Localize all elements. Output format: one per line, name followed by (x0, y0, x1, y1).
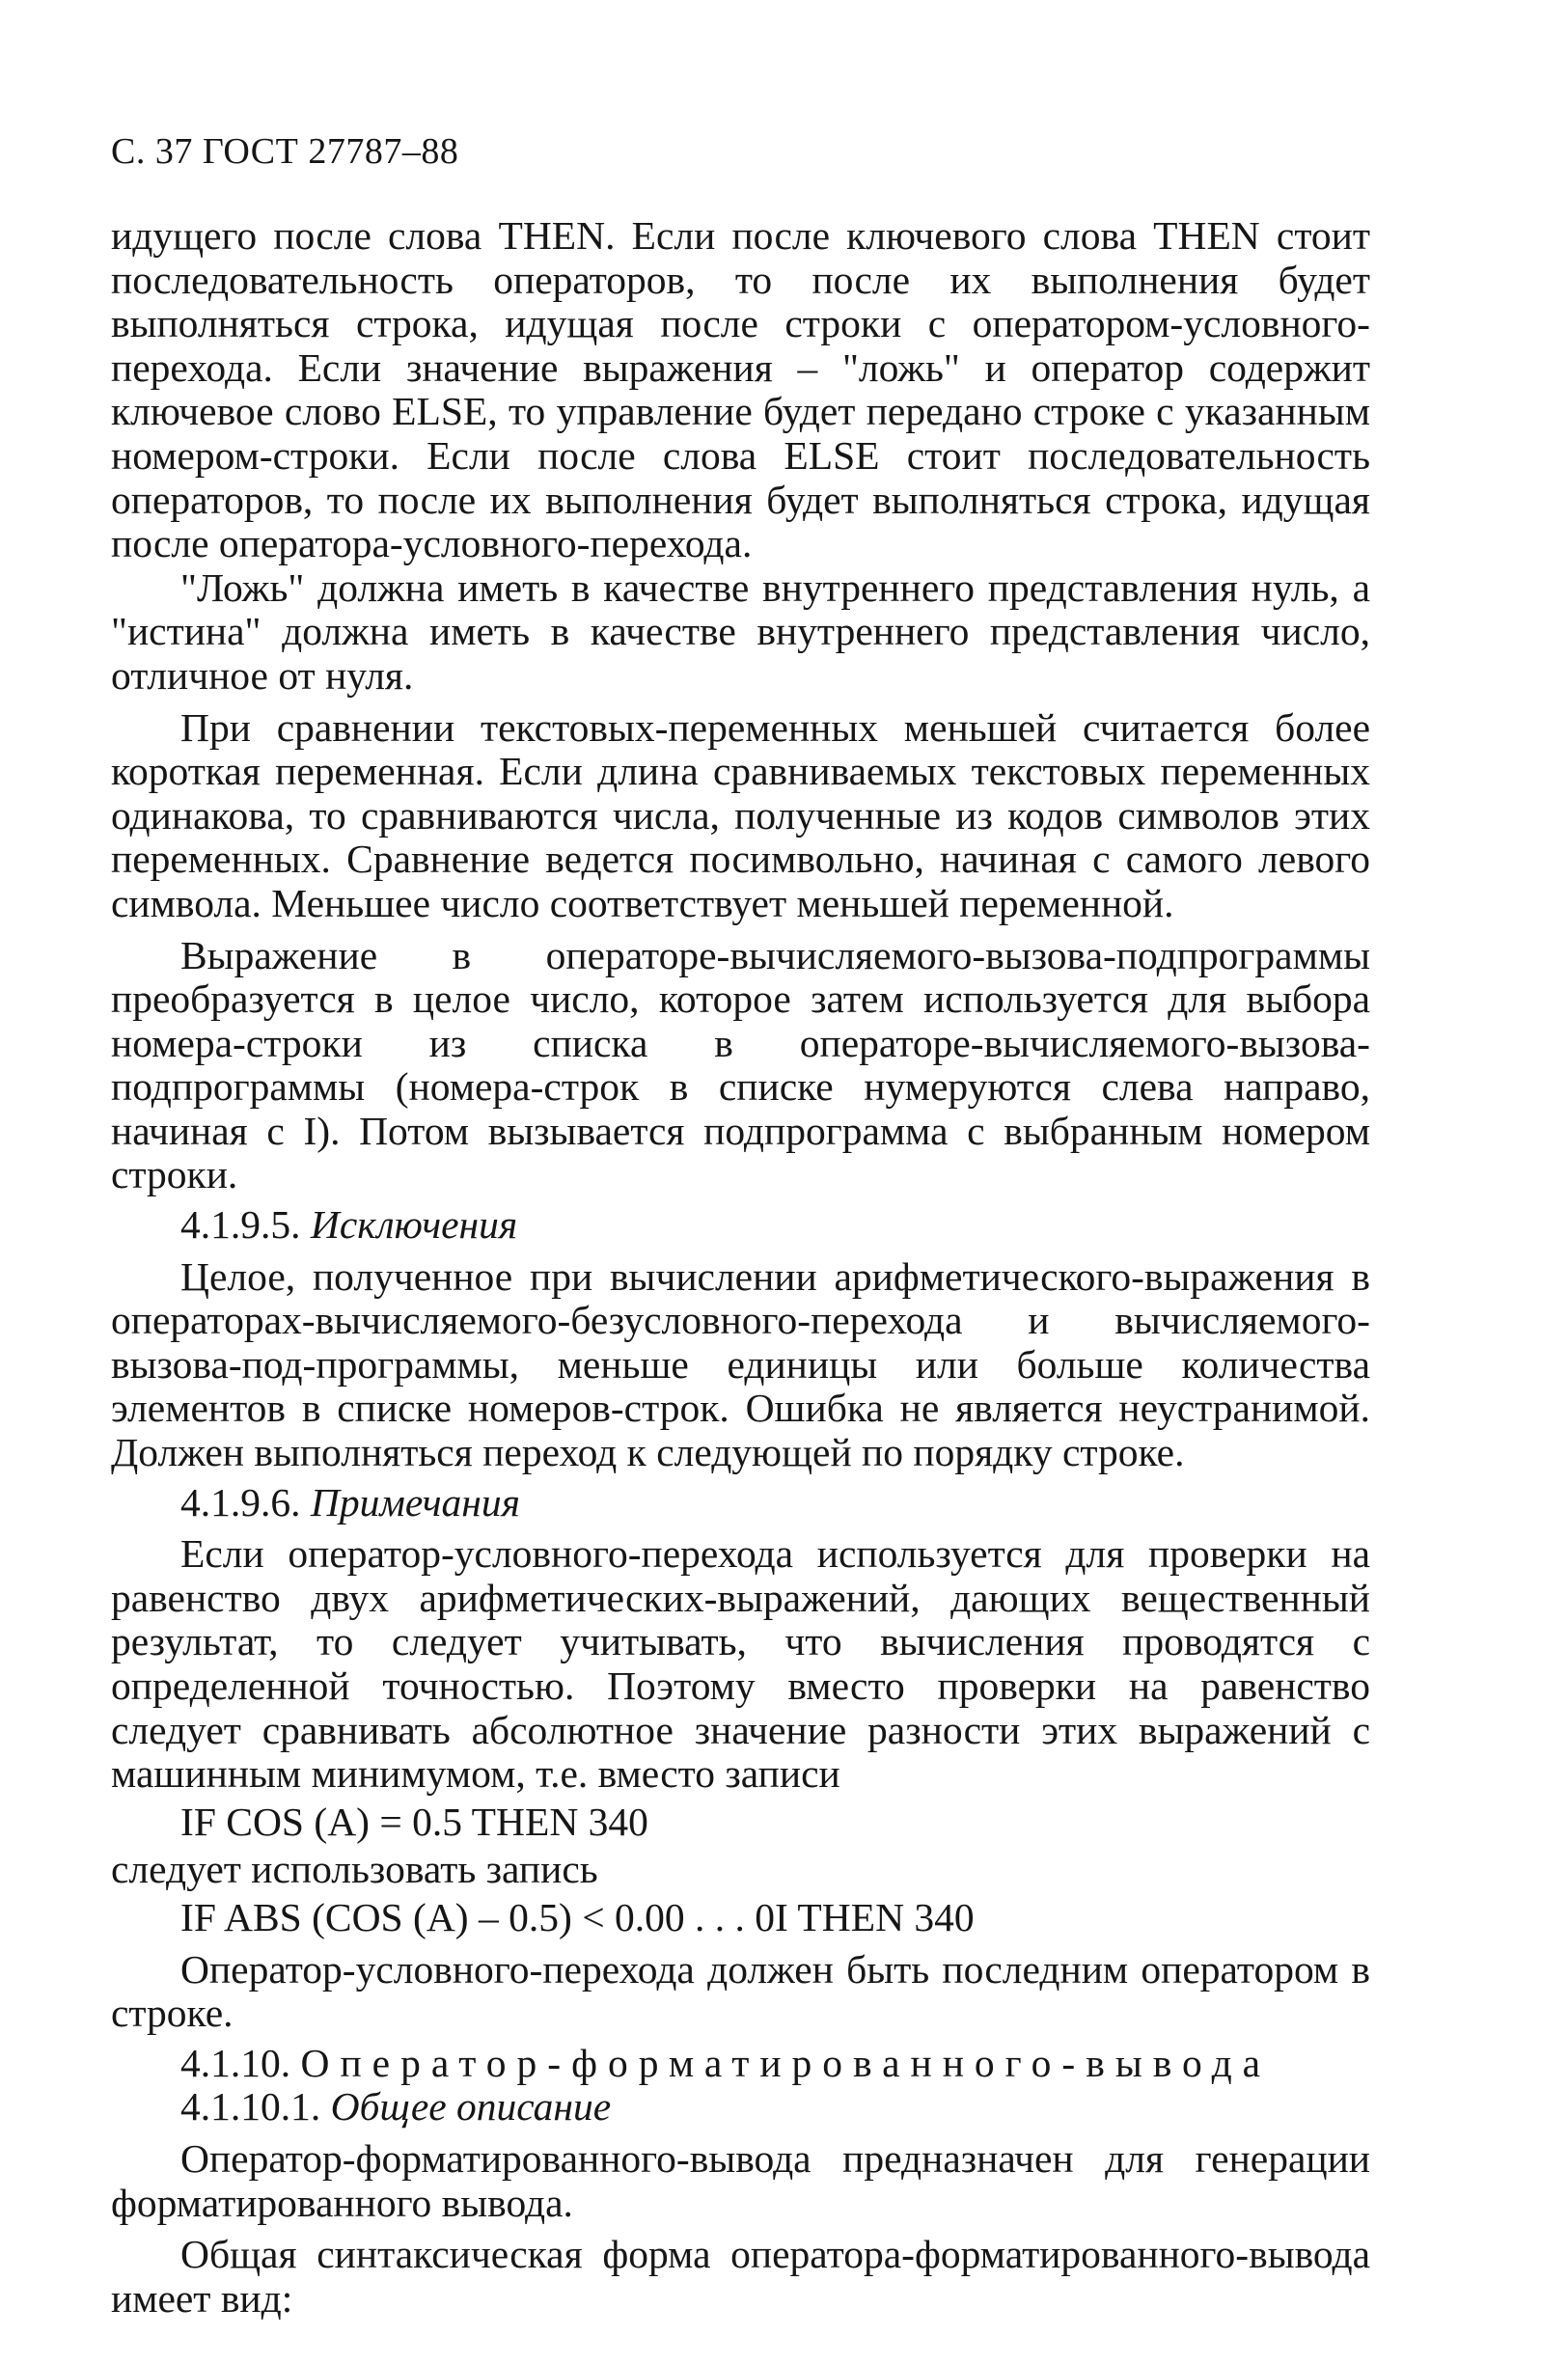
section-heading-notes (111, 1481, 1370, 1526)
paragraph-6: Если оператор-условного-перехода используется для проверки на равенство двух арифметических-выражений, дающих вещественный результат, то следует учитывать, что вычисления проводятся с определенной точностью. Поэтому вместо проверки на равенство следует сравнивать абсолютное значение разности этих выражений с машинным минимумом, т.е. вместо записи (111, 1531, 1370, 1797)
paragraph-5: Целое, полученное при вычислении арифметического-выражения в операторах-вычисляемого-безусловного-перехода и вычисляемого-вызова-под-программы, меньше единицы или больше количества элементов в списке номеров-строк. Ошибка не является неустранимой. Должен выполняться переход к следующей по порядку строке. (111, 1253, 1370, 1475)
section-title: Оператор-форматированного-вывода (300, 2040, 1272, 2085)
paragraph-1: идущего после слова THEN. Если после ключевого слова THEN стоит последовательность операторов, то после их выполнения будет выполняться строка, идущая после строки с оператором-условного-перехода. Если значение выражения – "ложь" и оператор содержит ключевое слово ELSE, то управление будет передано строке с указанным номером-строки. Если после слова ELSE стоит последовательность операторов, то после их выполнения будет выполняться строка, идущая после оператора-условного-перехода. (111, 213, 1370, 566)
page-body (111, 214, 1370, 2321)
section-heading-general-description (111, 2085, 1370, 2130)
section-title: Общее описание (330, 2084, 612, 2130)
code-line-1: IF COS (A) = 0.5 THEN 340 (180, 1799, 648, 1844)
paragraph-8: Оператор-условного-перехода должен быть последним оператором в строке. (111, 1946, 1370, 2036)
section-number: 4.1.10. (180, 2040, 291, 2085)
section-title: Исключения (310, 1202, 518, 1248)
section-title: Примечания (310, 1479, 520, 1525)
section-heading-exceptions (111, 1203, 1370, 1248)
section-number: 4.1.9.6. (180, 1479, 301, 1525)
paragraph-3: При сравнении текстовых-переменных меньшей считается более короткая переменная. Если длина сравниваемых текстовых переменных одинакова, то сравниваются числа, полученные из кодов символов этих переменных. Сравнение ведется посимвольно, начиная с самого левого символа. Меньшее число соответствует меньшей переменной. (111, 704, 1370, 925)
page-header: С. 37 ГОСТ 27787–88 (111, 131, 459, 172)
section-number: 4.1.10.1. (180, 2084, 321, 2130)
paragraph-2: "Ложь" должна иметь в качестве внутреннего представления нуль, а "истина" должна иметь в качестве внутреннего представления число, отличное от нуля. (111, 564, 1370, 698)
paragraph-9: Оператор-форматированного-вывода предназначен для генерации форматированного вывода. (111, 2135, 1370, 2225)
paragraph-7: следует использовать запись (111, 1847, 598, 1892)
section-heading-format-output (111, 2042, 1370, 2086)
paragraph-10: Общая синтаксическая форма оператора-форматированного-вывода имеет вид: (111, 2232, 1370, 2321)
section-number: 4.1.9.5. (180, 1202, 301, 1248)
code-line-2: IF ABS (COS (A) – 0.5) < 0.00 . . . 0I THEN 340 (180, 1894, 975, 1939)
paragraph-4: Выражение в операторе-вычисляемого-вызова-подпрограммы преобразуется в целое число, которое затем используется для выбора номера-строки из списка в операторе-вычисляемого-вызова-подпрограммы (номера-строк в списке нумеруются слева направо, начиная с I). Потом вызывается подпрограмма с выбранным номером строки. (111, 932, 1370, 1197)
